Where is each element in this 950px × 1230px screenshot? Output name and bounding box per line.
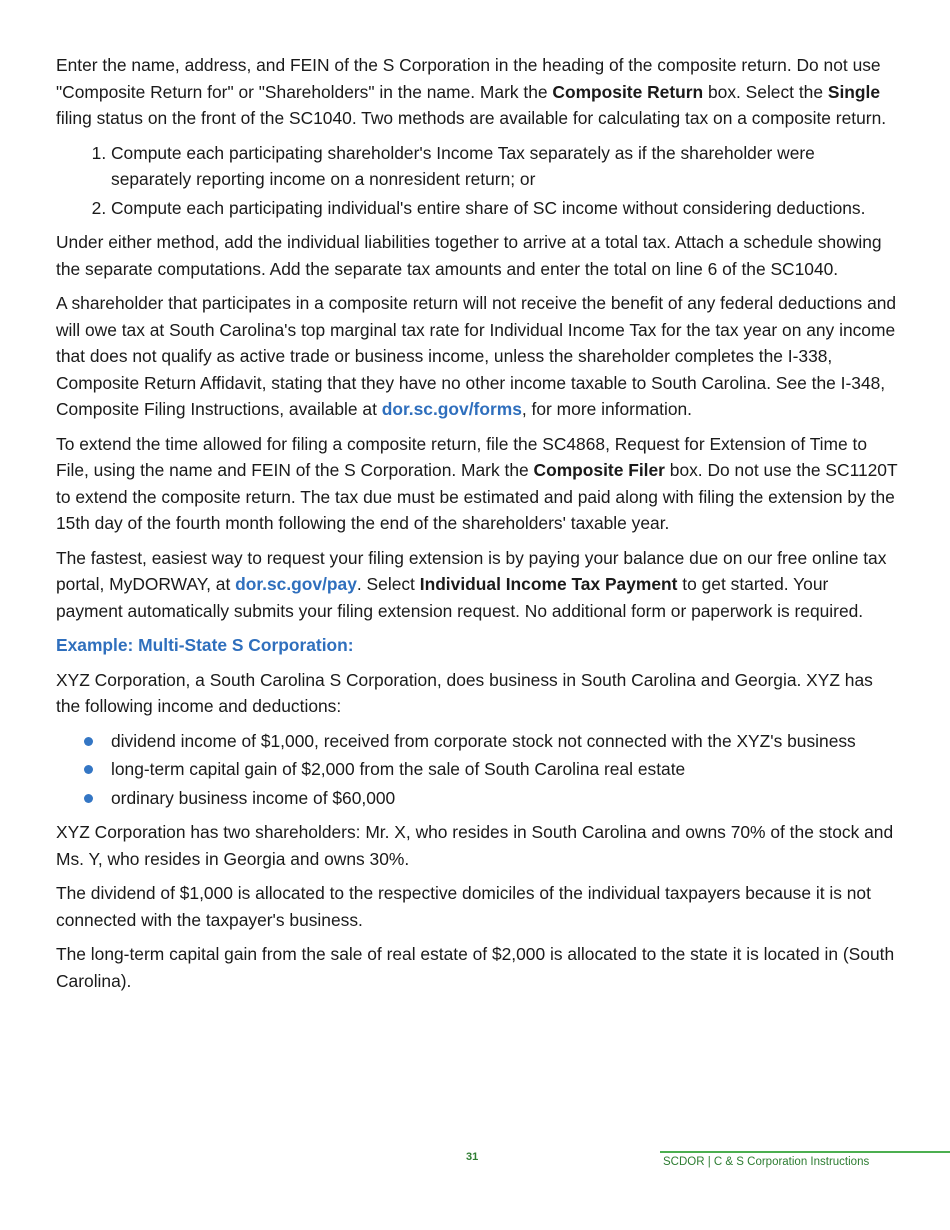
example-heading: Example: Multi-State S Corporation:: [56, 635, 354, 655]
list-item: [84, 728, 898, 755]
capital-gain-paragraph: The long-term capital gain from the sale of real estate of $2,000 is allocated to the state it is located in (South Carolina).: [56, 944, 895, 991]
liabilities-paragraph: Under either method, add the individual liabilities together to arrive at a total tax. Attach a schedule showing the separate computations. Add the separate tax amounts and enter the total on line 6 of the SC1040.: [56, 232, 882, 279]
payment-text-1: The fastest, easiest way to request your filing extension is by paying your balance due on our free online tax portal, MyDORWAY, at: [56, 547, 887, 594]
payment-paragraph: [56, 545, 898, 625]
list-item: [84, 785, 898, 812]
forms-link[interactable]: dor.sc.gov/forms: [381, 399, 522, 419]
payment-text-3: to get started. Your payment automatically submits your filing extension request. No additional form or paperwork is required.: [56, 574, 864, 621]
list-item-text: dividend income of $1,000, received from corporate stock not connected with the XYZ's business: [111, 730, 856, 751]
income-list: [56, 728, 898, 812]
method-item: 1. Compute each participating shareholder's Income Tax separately as if the shareholder were separately reporting income on a nonresident return; or: [111, 140, 898, 193]
footer-divider: [660, 1151, 950, 1153]
intro-text-3: filing status on the front of the SC1040. Two methods are available for calculating tax on a composite return.: [56, 108, 887, 128]
method-item: 2. Compute each participating individual's entire share of SC income without considering deductions.: [111, 195, 898, 222]
xyz-paragraph: XYZ Corporation, a South Carolina S Corporation, does business in South Carolina and Georgia. XYZ has the following income and deductions:: [56, 669, 873, 716]
composite-return-bold: Composite Return: [552, 81, 704, 102]
intro-text-1: Enter the name, address, and FEIN of the S Corporation in the heading of the composite return. Do not use "Composite Return for" or "Shareholders" in the name. Mark the: [56, 55, 881, 102]
composite-filer-bold: Composite Filer: [533, 460, 665, 480]
single-bold: Single: [827, 81, 881, 102]
bullet-icon: [84, 794, 93, 803]
bullet-icon: [84, 737, 93, 746]
extension-text-1: To extend the time allowed for filing a composite return, file the SC4868, Request for Extension of Time to File, using the name and FEIN of the S Corporation. Mark the: [56, 433, 868, 480]
extension-paragraph: [56, 431, 898, 537]
shareholder-paragraph: [56, 290, 898, 423]
footer-title: SCDOR | C & S Corporation Instructions: [663, 1156, 870, 1168]
shareholder-text-1: A shareholder that participates in a composite return will not receive the benefit of any federal deductions and will owe tax at South Carolina's top marginal tax rate for Individual Income Tax for the tax year on any income that does not qualify as active trade or business income, unless the shareholder completes the I-338, Composite Return Affidavit, stating that they have no other income taxable to South Carolina. See the I-348, Composite Filing Instructions, available at: [56, 293, 897, 419]
intro-text-2: box. Select the: [703, 81, 828, 102]
page-number: 31: [466, 1151, 479, 1163]
list-item-text: long-term capital gain of $2,000 from the sale of South Carolina real estate: [111, 759, 686, 779]
methods-list: [56, 140, 898, 222]
payment-text-2: . Select: [356, 574, 420, 594]
list-item-text: ordinary business income of $60,000: [111, 787, 396, 808]
document-body: [56, 52, 898, 1002]
shareholder-text-2: , for more information.: [521, 399, 692, 419]
shareholders-paragraph: XYZ Corporation has two shareholders: Mr. X, who resides in South Carolina and owns 70% of the stock and Ms. Y, who resides in Georgia and owns 30%.: [56, 822, 894, 869]
pay-link[interactable]: dor.sc.gov/pay: [235, 574, 357, 594]
intro-paragraph: [56, 52, 898, 132]
extension-text-2: box. Do not use the SC1120T to extend the composite return. The tax due must be estimated and paid along with filing the extension by the 15th day of the fourth month following the end of the shareholders' taxable year.: [56, 460, 898, 533]
individual-income-tax-payment-bold: Individual Income Tax Payment: [419, 574, 678, 594]
list-item: [84, 756, 898, 783]
dividend-paragraph: The dividend of $1,000 is allocated to the respective domiciles of the individual taxpayers because it is not connected with the taxpayer's business.: [56, 883, 871, 930]
bullet-icon: [84, 765, 93, 774]
